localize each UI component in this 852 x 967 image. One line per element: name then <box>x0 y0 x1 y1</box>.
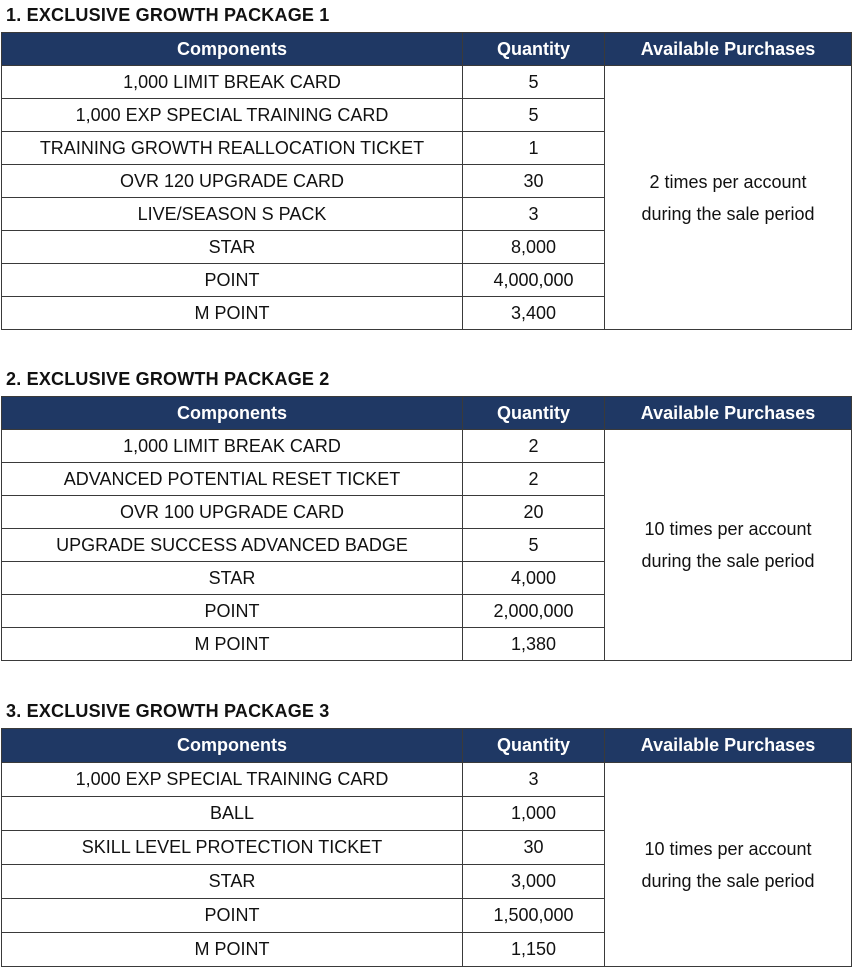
quantity-cell: 30 <box>463 831 605 865</box>
component-cell: POINT <box>2 899 463 933</box>
quantity-cell: 1,150 <box>463 933 605 967</box>
header-available: Available Purchases <box>605 397 852 430</box>
component-cell: OVR 120 UPGRADE CARD <box>2 165 463 198</box>
package-title: 3. EXCLUSIVE GROWTH PACKAGE 3 <box>6 701 330 721</box>
component-cell: 1,000 LIMIT BREAK CARD <box>2 430 463 463</box>
package-title: 1. EXCLUSIVE GROWTH PACKAGE 1 <box>6 5 330 25</box>
component-cell: 1,000 LIMIT BREAK CARD <box>2 66 463 99</box>
component-cell: POINT <box>2 595 463 628</box>
component-cell: LIVE/SEASON S PACK <box>2 198 463 231</box>
quantity-cell: 3,000 <box>463 865 605 899</box>
quantity-cell: 1 <box>463 132 605 165</box>
package-table <box>1 32 852 330</box>
component-cell: TRAINING GROWTH REALLOCATION TICKET <box>2 132 463 165</box>
table-header-row <box>2 397 852 430</box>
table-header-row <box>2 729 852 763</box>
package-title: 2. EXCLUSIVE GROWTH PACKAGE 2 <box>6 369 330 389</box>
table-header-row <box>2 33 852 66</box>
quantity-cell: 8,000 <box>463 231 605 264</box>
component-cell: M POINT <box>2 628 463 661</box>
quantity-cell: 20 <box>463 496 605 529</box>
quantity-cell: 1,380 <box>463 628 605 661</box>
component-cell: UPGRADE SUCCESS ADVANCED BADGE <box>2 529 463 562</box>
table-row <box>2 763 852 797</box>
available-text: 10 times per account <box>644 838 812 859</box>
table-row <box>2 430 852 463</box>
available-text: 10 times per account <box>644 519 812 539</box>
available-cell <box>605 430 852 661</box>
available-text: during the sale period <box>641 870 815 891</box>
quantity-cell: 4,000 <box>463 562 605 595</box>
quantity-cell: 5 <box>463 66 605 99</box>
quantity-cell: 3 <box>463 763 605 797</box>
package-table <box>1 728 852 967</box>
quantity-cell: 3,400 <box>463 297 605 330</box>
header-components: Components <box>2 33 463 66</box>
quantity-cell: 2,000,000 <box>463 595 605 628</box>
available-cell <box>605 763 852 967</box>
available-cell <box>605 66 852 330</box>
quantity-cell: 2 <box>463 463 605 496</box>
header-available: Available Purchases <box>605 33 852 66</box>
component-cell: SKILL LEVEL PROTECTION TICKET <box>2 831 463 865</box>
quantity-cell: 5 <box>463 99 605 132</box>
quantity-cell: 1,500,000 <box>463 899 605 933</box>
available-text: during the sale period <box>641 203 815 224</box>
component-cell: M POINT <box>2 933 463 967</box>
header-components: Components <box>2 397 463 430</box>
component-cell: M POINT <box>2 297 463 330</box>
header-quantity: Quantity <box>463 33 605 66</box>
quantity-cell: 5 <box>463 529 605 562</box>
header-quantity: Quantity <box>463 397 605 430</box>
component-cell: POINT <box>2 264 463 297</box>
available-text: 2 times per account <box>649 171 807 192</box>
header-available: Available Purchases <box>605 729 852 763</box>
quantity-cell: 30 <box>463 165 605 198</box>
quantity-cell: 3 <box>463 198 605 231</box>
available-text: during the sale period <box>641 551 815 571</box>
quantity-cell: 1,000 <box>463 797 605 831</box>
package-table <box>1 396 852 661</box>
quantity-cell: 4,000,000 <box>463 264 605 297</box>
component-cell: 1,000 EXP SPECIAL TRAINING CARD <box>2 763 463 797</box>
header-components: Components <box>2 729 463 763</box>
header-quantity: Quantity <box>463 729 605 763</box>
table-row <box>2 66 852 99</box>
quantity-cell: 2 <box>463 430 605 463</box>
component-cell: STAR <box>2 231 463 264</box>
component-cell: OVR 100 UPGRADE CARD <box>2 496 463 529</box>
component-cell: 1,000 EXP SPECIAL TRAINING CARD <box>2 99 463 132</box>
component-cell: BALL <box>2 797 463 831</box>
component-cell: ADVANCED POTENTIAL RESET TICKET <box>2 463 463 496</box>
component-cell: STAR <box>2 562 463 595</box>
component-cell: STAR <box>2 865 463 899</box>
